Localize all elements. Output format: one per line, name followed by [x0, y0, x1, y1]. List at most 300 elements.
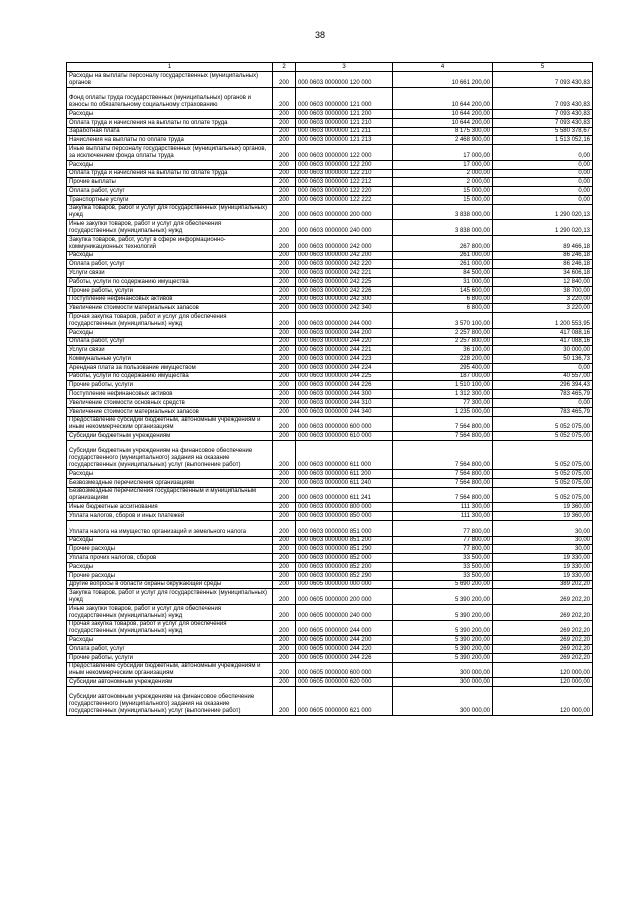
table-row: [67, 169, 593, 178]
row-name: Работы, услуги по содержанию имущества: [67, 372, 273, 381]
table-row: [67, 441, 593, 470]
table-row: [67, 160, 593, 169]
row-executed-amount: 0,00: [493, 169, 593, 178]
row-executed-amount: 417 088,16: [493, 328, 593, 337]
table-row: [67, 277, 593, 286]
row-executed-amount: 7 093 430,83: [493, 87, 593, 109]
row-classification-code: 000 0603 0000000 242 221: [296, 269, 393, 278]
row-classification-code: 000 0603 0000000 121 200: [296, 109, 393, 118]
table-row: [67, 313, 593, 329]
row-executed-amount: 86 246,18: [493, 260, 593, 269]
row-executed-amount: 40 557,00: [493, 372, 593, 381]
row-classification-code: 000 0603 0000000 852 290: [296, 571, 393, 580]
row-code: 200: [273, 686, 296, 715]
row-classification-code: 000 0603 0000000 244 220: [296, 337, 393, 346]
row-executed-amount: 120 000,00: [493, 686, 593, 715]
row-classification-code: 000 0603 0000000 244 340: [296, 407, 393, 416]
row-name: Арендная плата за пользование имуществом: [67, 363, 273, 372]
row-name: Закупка товаров, работ и услуг для государственных (муниципальных) нужд: [67, 204, 273, 220]
row-code: 200: [273, 269, 296, 278]
table-row: [67, 87, 593, 109]
table-row: [67, 521, 593, 537]
row-code: 200: [273, 416, 296, 432]
row-classification-code: 000 0603 0000000 611 240: [296, 479, 393, 488]
row-executed-amount: 5 052 075,00: [493, 416, 593, 432]
row-code: 200: [273, 653, 296, 662]
row-code: 200: [273, 295, 296, 304]
row-classification-code: 000 0605 0000000 244 226: [296, 653, 393, 662]
row-executed-amount: 269 202,20: [493, 589, 593, 605]
row-approved-amount: 10 644 200,00: [393, 118, 493, 127]
row-code: 200: [273, 346, 296, 355]
row-approved-amount: 3 570 100,00: [393, 313, 493, 329]
row-name: Расходы: [67, 160, 273, 169]
table-row: [67, 407, 593, 416]
row-approved-amount: 1 312 300,00: [393, 390, 493, 399]
row-classification-code: 000 0603 0000000 851 290: [296, 545, 393, 554]
row-classification-code: 000 0603 0000000 851 000: [296, 521, 393, 537]
row-name: Субсидии бюджетным учреждениям на финансовое обеспечение государственного (муниципального) задания на оказание государственных (муниципальных) услуг (выполнение работ): [67, 441, 273, 470]
row-classification-code: 000 0603 0000000 122 220: [296, 187, 393, 196]
table-row: [67, 187, 593, 196]
row-classification-code: 000 0603 0000000 611 000: [296, 441, 393, 470]
row-code: 200: [273, 512, 296, 521]
row-approved-amount: 10 644 200,00: [393, 87, 493, 109]
row-name: Услуги связи: [67, 346, 273, 355]
row-executed-amount: 1 290 020,13: [493, 220, 593, 236]
row-name: Прочая закупка товаров, работ и услуг для обеспечения государственных (муниципальных) нужд: [67, 620, 273, 636]
row-name: Иные бюджетные ассигнования: [67, 503, 273, 512]
row-approved-amount: 5 690 200,00: [393, 580, 493, 589]
row-code: 200: [273, 277, 296, 286]
row-classification-code: 000 0605 0000000 244 200: [296, 636, 393, 645]
table-row: [67, 328, 593, 337]
row-approved-amount: 2 468 900,00: [393, 136, 493, 145]
row-classification-code: 000 0603 0000000 852 000: [296, 554, 393, 563]
table-row: [67, 503, 593, 512]
table-row: [67, 295, 593, 304]
row-approved-amount: 261 000,00: [393, 251, 493, 260]
row-name: Субсидии бюджетным учреждениям: [67, 432, 273, 441]
row-executed-amount: 269 202,20: [493, 644, 593, 653]
row-executed-amount: 5 052 075,00: [493, 432, 593, 441]
row-classification-code: 000 0603 0000000 611 241: [296, 487, 393, 503]
row-classification-code: 000 0603 0000000 242 226: [296, 286, 393, 295]
table-row: [67, 381, 593, 390]
row-code: 200: [273, 662, 296, 678]
row-executed-amount: 19 360,00: [493, 512, 593, 521]
row-approved-amount: 84 500,00: [393, 269, 493, 278]
row-name: Расходы: [67, 251, 273, 260]
row-code: 200: [273, 178, 296, 187]
row-executed-amount: 30,00: [493, 521, 593, 537]
row-approved-amount: 300 000,00: [393, 662, 493, 678]
row-classification-code: 000 0603 0000000 121 000: [296, 87, 393, 109]
row-executed-amount: 5 052 075,00: [493, 487, 593, 503]
row-executed-amount: 783 465,79: [493, 407, 593, 416]
row-name: Прочие выплаты: [67, 178, 273, 187]
row-approved-amount: 300 000,00: [393, 686, 493, 715]
row-classification-code: 000 0603 0000000 200 000: [296, 204, 393, 220]
row-name: Заработная плата: [67, 127, 273, 136]
row-classification-code: 000 0603 0000000 244 221: [296, 346, 393, 355]
row-name: Услуги связи: [67, 269, 273, 278]
row-name: Прочие работы, услуги: [67, 381, 273, 390]
row-name: Закупка товаров, работ, услуг в сфере информационно-коммуникационных технологий: [67, 235, 273, 251]
table-row: [67, 355, 593, 364]
row-classification-code: 000 0603 0000000 244 310: [296, 399, 393, 408]
table-row: [67, 372, 593, 381]
page-number: 38: [314, 30, 325, 40]
row-name: Прочие расходы: [67, 545, 273, 554]
row-executed-amount: 38 700,00: [493, 286, 593, 295]
row-executed-amount: 30,00: [493, 536, 593, 545]
row-code: 200: [273, 127, 296, 136]
table-row: [67, 589, 593, 605]
table-row: [67, 260, 593, 269]
row-classification-code: 000 0603 0000000 242 200: [296, 251, 393, 260]
row-executed-amount: 0,00: [493, 187, 593, 196]
row-classification-code: 000 0603 0000000 242 300: [296, 295, 393, 304]
row-code: 200: [273, 644, 296, 653]
row-name: Расходы на выплаты персоналу государственных (муниципальных) органов: [67, 72, 273, 88]
row-classification-code: 000 0603 0000000 121 213: [296, 136, 393, 145]
row-code: 200: [273, 286, 296, 295]
row-code: 200: [273, 399, 296, 408]
table-row: [67, 363, 593, 372]
row-approved-amount: 3 838 000,00: [393, 204, 493, 220]
row-approved-amount: 2 257 800,00: [393, 337, 493, 346]
table-row: [67, 512, 593, 521]
row-code: 200: [273, 470, 296, 479]
row-executed-amount: 7 093 430,83: [493, 118, 593, 127]
table-row: [67, 536, 593, 545]
header-col-1: 1: [67, 63, 273, 72]
row-name: Расходы: [67, 536, 273, 545]
row-executed-amount: 5 052 075,00: [493, 441, 593, 470]
row-code: 200: [273, 554, 296, 563]
row-approved-amount: 15 000,00: [393, 187, 493, 196]
row-classification-code: 000 0603 0000000 244 000: [296, 313, 393, 329]
row-code: 200: [273, 204, 296, 220]
table-body: [67, 72, 593, 716]
row-approved-amount: 5 390 200,00: [393, 620, 493, 636]
row-classification-code: 000 0603 0000000 244 224: [296, 363, 393, 372]
row-name: Иные закупки товаров, работ и услуг для обеспечения государственных (муниципальных) нужд: [67, 605, 273, 621]
table-row: [67, 109, 593, 118]
row-approved-amount: 2 000,00: [393, 169, 493, 178]
row-code: 200: [273, 441, 296, 470]
row-approved-amount: 5 390 200,00: [393, 644, 493, 653]
table-row: [67, 653, 593, 662]
row-executed-amount: 19 360,00: [493, 503, 593, 512]
row-approved-amount: 8 175 300,00: [393, 127, 493, 136]
row-executed-amount: 783 465,79: [493, 390, 593, 399]
row-code: 200: [273, 432, 296, 441]
table-row: [67, 269, 593, 278]
row-classification-code: 000 0603 0000000 242 000: [296, 235, 393, 251]
row-approved-amount: 10 661 200,00: [393, 72, 493, 88]
row-code: 200: [273, 678, 296, 687]
row-approved-amount: 1 510 100,00: [393, 381, 493, 390]
header-col-4: 4: [393, 63, 493, 72]
row-classification-code: 000 0603 0000000 121 210: [296, 118, 393, 127]
row-executed-amount: 30,00: [493, 545, 593, 554]
table-row: [67, 390, 593, 399]
table-row: [67, 251, 593, 260]
row-code: 200: [273, 479, 296, 488]
row-name: Субсидии автономным учреждениям на финансовое обеспечение государственного (муниципального) задания на оказание государственных (муниципальных) услуг (выполнение работ): [67, 686, 273, 715]
table-row: [67, 571, 593, 580]
row-executed-amount: 296 394,43: [493, 381, 593, 390]
row-approved-amount: 111 300,00: [393, 503, 493, 512]
row-classification-code: 000 0603 0000000 244 225: [296, 372, 393, 381]
row-approved-amount: 5 390 200,00: [393, 636, 493, 645]
row-name: Расходы: [67, 328, 273, 337]
row-approved-amount: 2 257 800,00: [393, 328, 493, 337]
table-row: [67, 127, 593, 136]
row-executed-amount: 417 088,16: [493, 337, 593, 346]
row-name: Расходы: [67, 563, 273, 572]
row-executed-amount: 7 093 430,83: [493, 109, 593, 118]
row-code: 200: [273, 72, 296, 88]
row-code: 200: [273, 109, 296, 118]
row-code: 200: [273, 235, 296, 251]
row-classification-code: 000 0605 0000000 244 000: [296, 620, 393, 636]
table-row: [67, 136, 593, 145]
row-name: Поступление нефинансовых активов: [67, 390, 273, 399]
table-row: [67, 580, 593, 589]
row-approved-amount: 228 200,00: [393, 355, 493, 364]
row-approved-amount: 77 300,00: [393, 399, 493, 408]
row-name: Предоставление субсидий бюджетным, автономным учреждениям и иным некоммерческим организациям: [67, 662, 273, 678]
row-approved-amount: 187 000,00: [393, 372, 493, 381]
row-executed-amount: 1 513 052,16: [493, 136, 593, 145]
row-classification-code: 000 0603 0000000 852 200: [296, 563, 393, 572]
row-executed-amount: 50 136,73: [493, 355, 593, 364]
row-executed-amount: 269 202,20: [493, 620, 593, 636]
row-classification-code: 000 0603 0000000 240 000: [296, 220, 393, 236]
row-approved-amount: 7 564 800,00: [393, 487, 493, 503]
row-name: Предоставление субсидий бюджетным, автономным учреждениям и иным некоммерческим организациям: [67, 416, 273, 432]
table-row: [67, 337, 593, 346]
row-name: Расходы: [67, 636, 273, 645]
row-approved-amount: 33 500,00: [393, 554, 493, 563]
row-executed-amount: 269 202,20: [493, 653, 593, 662]
row-code: 200: [273, 589, 296, 605]
row-name: Оплата труда и начисления на выплаты по оплате труда: [67, 169, 273, 178]
row-code: 200: [273, 220, 296, 236]
row-approved-amount: 145 600,00: [393, 286, 493, 295]
row-executed-amount: 120 000,00: [493, 678, 593, 687]
row-code: 200: [273, 195, 296, 204]
row-code: 200: [273, 328, 296, 337]
table-row: [67, 286, 593, 295]
row-name: Оплата труда и начисления на выплаты по оплате труда: [67, 118, 273, 127]
row-name: Безвозмездные перечисления организациям: [67, 479, 273, 488]
row-name: Увеличение стоимости материальных запасов: [67, 304, 273, 313]
row-executed-amount: 120 000,00: [493, 662, 593, 678]
table-row: [67, 662, 593, 678]
row-code: 200: [273, 563, 296, 572]
row-approved-amount: 261 000,00: [393, 260, 493, 269]
row-name: Фонд оплаты труда государственных (муниципальных) органов и взносы по обязательному социальному страхованию: [67, 87, 273, 109]
row-classification-code: 000 0603 0000000 122 200: [296, 160, 393, 169]
row-approved-amount: 77 800,00: [393, 545, 493, 554]
row-approved-amount: 300 000,00: [393, 678, 493, 687]
row-code: 200: [273, 521, 296, 537]
row-name: Прочие расходы: [67, 571, 273, 580]
row-executed-amount: 0,00: [493, 145, 593, 161]
row-approved-amount: 10 644 200,00: [393, 109, 493, 118]
table-row: [67, 678, 593, 687]
row-name: Другие вопросы в области охраны окружающей среды: [67, 580, 273, 589]
table-row: [67, 145, 593, 161]
row-name: Безвозмездные перечисления государственным и муниципальным организациям: [67, 487, 273, 503]
header-col-2: 2: [273, 63, 296, 72]
row-approved-amount: 33 500,00: [393, 563, 493, 572]
row-executed-amount: 5 052 075,00: [493, 479, 593, 488]
row-code: 200: [273, 620, 296, 636]
row-approved-amount: 17 000,00: [393, 145, 493, 161]
row-classification-code: 000 0603 0000000 600 000: [296, 416, 393, 432]
row-classification-code: 000 0603 0000000 242 220: [296, 260, 393, 269]
row-classification-code: 000 0605 0000000 200 000: [296, 589, 393, 605]
row-executed-amount: 5 580 378,67: [493, 127, 593, 136]
row-approved-amount: 5 390 200,00: [393, 589, 493, 605]
row-classification-code: 000 0603 0000000 121 211: [296, 127, 393, 136]
table-row: [67, 72, 593, 88]
row-approved-amount: 6 800,00: [393, 304, 493, 313]
row-code: 200: [273, 571, 296, 580]
header-row: [67, 63, 593, 72]
row-approved-amount: 111 300,00: [393, 512, 493, 521]
row-code: 200: [273, 545, 296, 554]
row-executed-amount: 0,00: [493, 363, 593, 372]
header-col-3: 3: [296, 63, 393, 72]
row-classification-code: 000 0605 0000000 620 000: [296, 678, 393, 687]
table-row: [67, 195, 593, 204]
row-classification-code: 000 0603 0000000 850 000: [296, 512, 393, 521]
row-name: Уплата прочих налогов, сборов: [67, 554, 273, 563]
table-row: [67, 554, 593, 563]
row-code: 200: [273, 536, 296, 545]
row-name: Уплата налога на имущество организаций и земельного налога: [67, 521, 273, 537]
row-executed-amount: 19 330,00: [493, 554, 593, 563]
row-approved-amount: 2 000,00: [393, 178, 493, 187]
row-approved-amount: 7 564 800,00: [393, 441, 493, 470]
table-row: [67, 686, 593, 715]
table-row: [67, 636, 593, 645]
row-classification-code: 000 0605 0000000 600 000: [296, 662, 393, 678]
row-code: 200: [273, 363, 296, 372]
row-name: Закупка товаров, работ и услуг для государственных (муниципальных) нужд: [67, 589, 273, 605]
row-code: 200: [273, 381, 296, 390]
table-row: [67, 118, 593, 127]
row-approved-amount: 15 000,00: [393, 195, 493, 204]
row-classification-code: 000 0603 0000000 610 000: [296, 432, 393, 441]
row-name: Оплата работ, услуг: [67, 337, 273, 346]
table-row: [67, 235, 593, 251]
row-name: Увеличение стоимости основных средств: [67, 399, 273, 408]
row-approved-amount: 77 800,00: [393, 536, 493, 545]
header-col-5: 5: [493, 63, 593, 72]
row-executed-amount: 12 840,00: [493, 277, 593, 286]
row-classification-code: 000 0603 0000000 611 200: [296, 470, 393, 479]
row-executed-amount: 389 202,20: [493, 580, 593, 589]
row-classification-code: 000 0603 0000000 800 000: [296, 503, 393, 512]
row-code: 200: [273, 251, 296, 260]
table-row: [67, 346, 593, 355]
row-name: Поступление нефинансовых активов: [67, 295, 273, 304]
row-executed-amount: 34 606,18: [493, 269, 593, 278]
row-executed-amount: 19 330,00: [493, 563, 593, 572]
row-approved-amount: 1 235 000,00: [393, 407, 493, 416]
row-approved-amount: 3 838 000,00: [393, 220, 493, 236]
table-row: [67, 470, 593, 479]
row-classification-code: 000 0605 0000000 244 220: [296, 644, 393, 653]
row-name: Прочие работы, услуги: [67, 286, 273, 295]
row-executed-amount: 19 330,00: [493, 571, 593, 580]
row-classification-code: 000 0603 0000000 122 212: [296, 178, 393, 187]
table-row: [67, 432, 593, 441]
row-name: Расходы: [67, 109, 273, 118]
table-row: [67, 605, 593, 621]
table-row: [67, 416, 593, 432]
row-classification-code: 000 0603 0000000 242 225: [296, 277, 393, 286]
row-approved-amount: 267 800,00: [393, 235, 493, 251]
row-approved-amount: 5 390 200,00: [393, 605, 493, 621]
row-code: 200: [273, 487, 296, 503]
row-code: 200: [273, 407, 296, 416]
row-code: 200: [273, 160, 296, 169]
row-classification-code: 000 0605 0000000 240 000: [296, 605, 393, 621]
row-approved-amount: 33 500,00: [393, 571, 493, 580]
table-row: [67, 178, 593, 187]
row-classification-code: 000 0603 0000000 244 300: [296, 390, 393, 399]
row-name: Транспортные услуги: [67, 195, 273, 204]
row-approved-amount: 77 800,00: [393, 521, 493, 537]
row-code: 200: [273, 355, 296, 364]
row-classification-code: 000 0603 0000000 122 210: [296, 169, 393, 178]
row-name: Прочая закупка товаров, работ и услуг для обеспечения государственных (муниципальных) нужд: [67, 313, 273, 329]
row-executed-amount: 269 202,20: [493, 605, 593, 621]
row-executed-amount: 86 246,18: [493, 251, 593, 260]
row-classification-code: 000 0603 0000000 244 226: [296, 381, 393, 390]
row-name: Работы, услуги по содержанию имущества: [67, 277, 273, 286]
row-executed-amount: 0,00: [493, 160, 593, 169]
row-executed-amount: 3 220,00: [493, 295, 593, 304]
row-executed-amount: 5 052 075,00: [493, 470, 593, 479]
row-classification-code: 000 0603 0000000 851 200: [296, 536, 393, 545]
row-code: 200: [273, 636, 296, 645]
row-code: 200: [273, 169, 296, 178]
row-executed-amount: 1 290 020,13: [493, 204, 593, 220]
row-code: 200: [273, 136, 296, 145]
row-approved-amount: 5 390 200,00: [393, 653, 493, 662]
row-classification-code: 000 0605 0000000 621 000: [296, 686, 393, 715]
row-classification-code: 000 0603 0000000 244 200: [296, 328, 393, 337]
table-row: [67, 545, 593, 554]
row-code: 200: [273, 390, 296, 399]
row-approved-amount: 7 564 800,00: [393, 479, 493, 488]
row-classification-code: 000 0603 0000000 120 000: [296, 72, 393, 88]
row-name: Оплата работ, услуг: [67, 187, 273, 196]
row-code: 200: [273, 260, 296, 269]
row-name: Оплата работ, услуг: [67, 260, 273, 269]
row-approved-amount: 6 800,00: [393, 295, 493, 304]
row-executed-amount: 269 202,20: [493, 636, 593, 645]
